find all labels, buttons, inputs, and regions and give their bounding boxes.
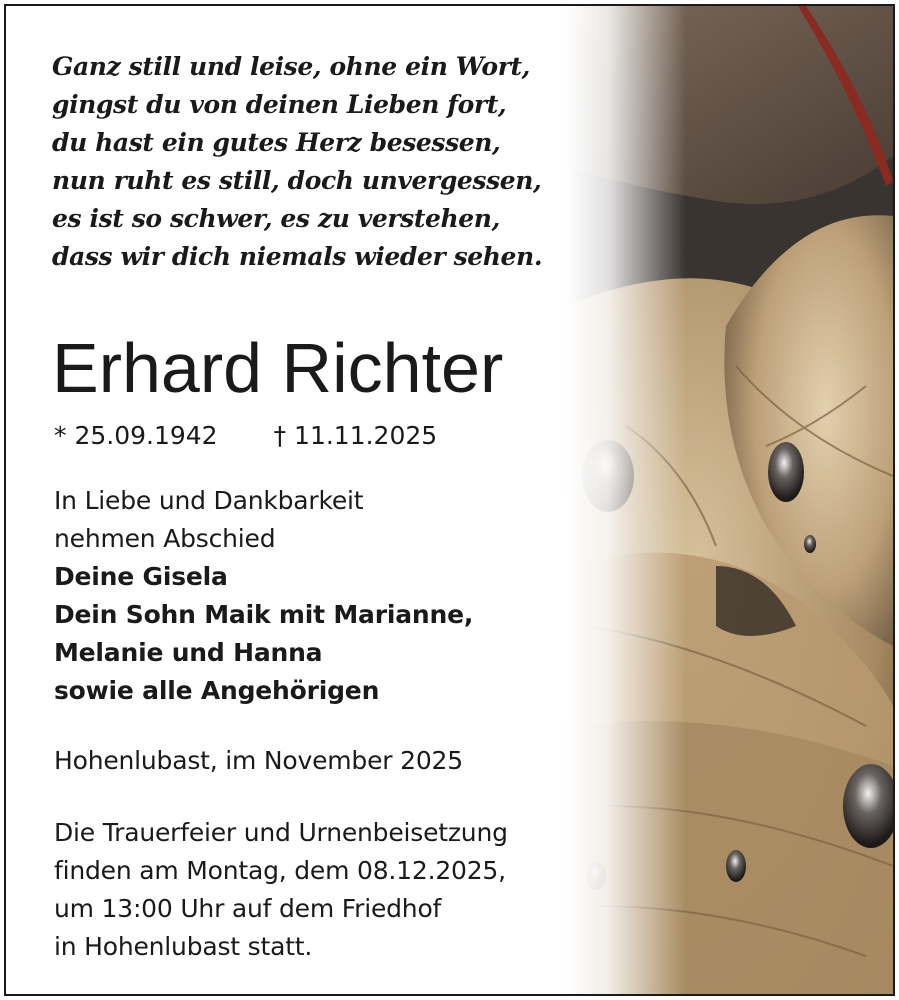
service-line: finden am Montag, dem 08.12.2025, — [54, 856, 506, 885]
service-line: um 13:00 Uhr auf dem Friedhof — [54, 894, 442, 923]
mourner-name: sowie alle Angehörigen — [54, 676, 380, 705]
place-date-text: Hohenlubast, im November 2025 — [54, 746, 463, 775]
mourners-intro-line: nehmen Abschied — [54, 524, 276, 553]
service-line: Die Trauerfeier und Urnenbeisetzung — [54, 818, 508, 847]
service-line: in Hohenlubast statt. — [54, 932, 313, 961]
service-info — [54, 814, 508, 966]
birth-date: * 25.09.1942 — [54, 421, 218, 450]
poem-line: nun ruht es still, doch unvergessen, — [52, 166, 542, 195]
leaves-photo — [566, 6, 893, 994]
poem-line: Ganz still und leise, ohne ein Wort, — [52, 52, 530, 81]
death-date: † 11.11.2025 — [273, 421, 438, 450]
mourner-name: Deine Gisela — [54, 562, 228, 591]
photo-fade-overlay — [566, 6, 686, 994]
poem-line: es ist so schwer, es zu verstehen, — [52, 204, 500, 233]
life-dates — [54, 418, 437, 454]
poem — [52, 48, 542, 276]
mourner-name: Dein Sohn Maik mit Marianne, — [54, 600, 474, 629]
mourners-block — [54, 482, 473, 710]
obituary-card — [4, 4, 895, 996]
deceased-name: Erhard Richter — [52, 329, 504, 407]
poem-line: du hast ein gutes Herz besessen, — [52, 128, 501, 157]
mourner-name: Melanie und Hanna — [54, 638, 323, 667]
mourners-intro-line: In Liebe und Dankbarkeit — [54, 486, 364, 515]
poem-line: dass wir dich niemals wieder sehen. — [52, 242, 543, 271]
poem-line: gingst du von deinen Lieben fort, — [52, 90, 507, 119]
place-date — [54, 742, 463, 780]
